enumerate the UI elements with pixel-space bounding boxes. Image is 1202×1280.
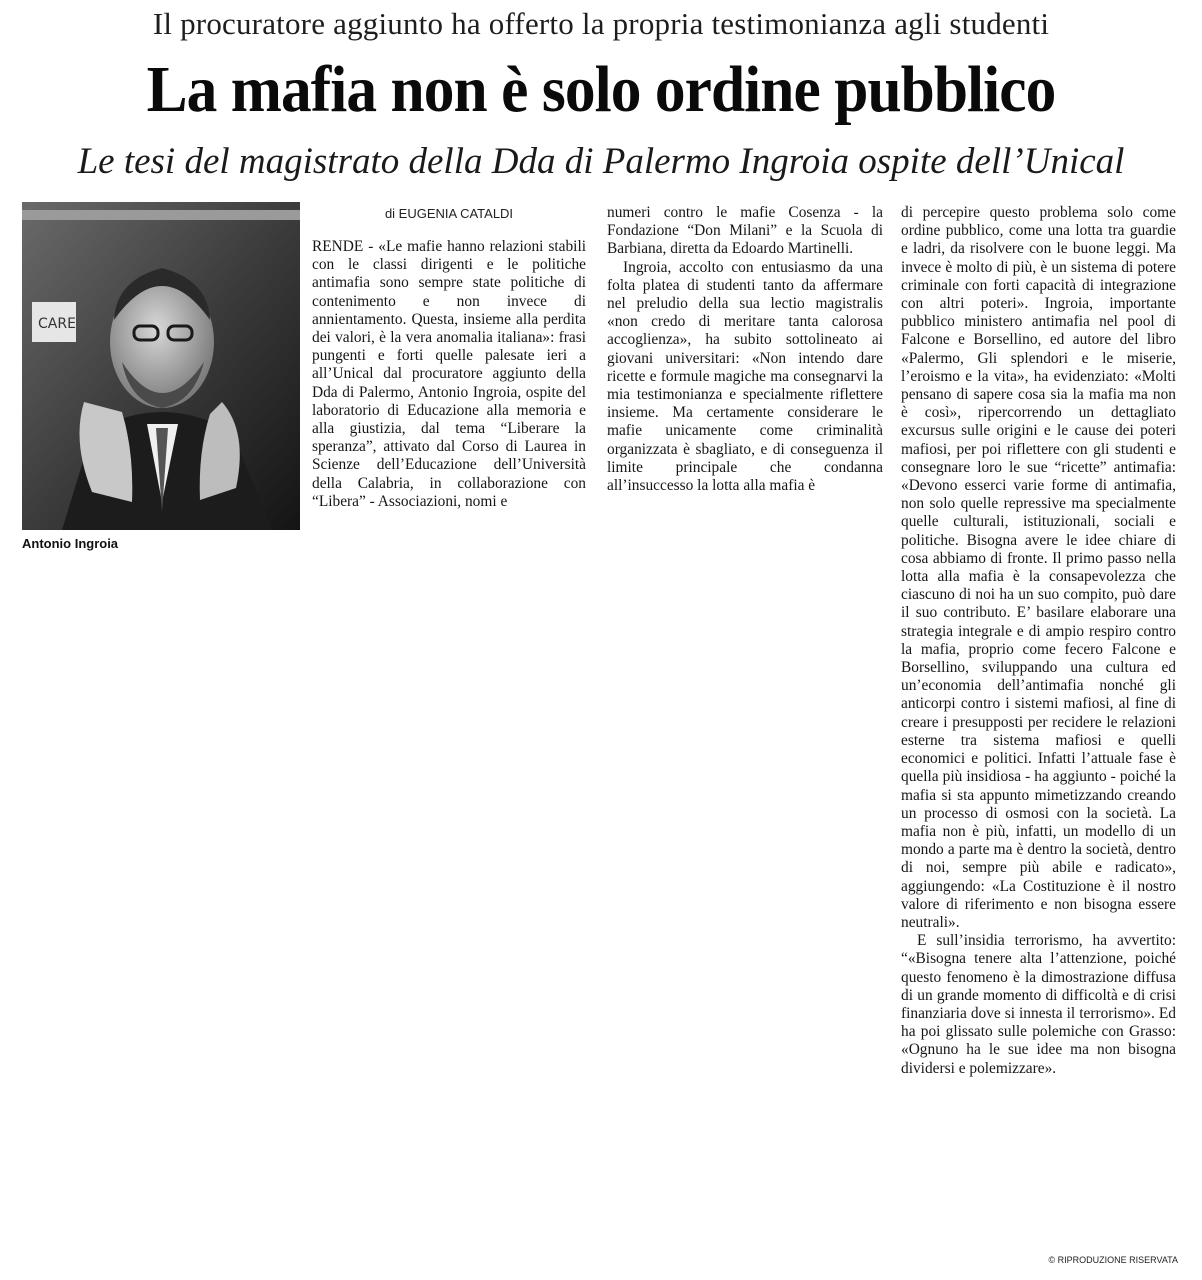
article-column-3	[901, 204, 1176, 1078]
article-paragraph: E sull’insidia terrorismo, ha avvertito: “«Bisogna tenere alta l’attenzione, poiché questo fenomeno è la dimostrazione diffusa di un grande momento di difficoltà e di crisi finanziaria dove si innesta il terrorismo». Ed ha poi glissato sulle polemiche con Grasso: «Ognuno ha le sue idee ma non bisogna dividersi e polemizzare».	[901, 932, 1176, 1077]
article-paragraph: di percepire questo problema solo come ordine pubblico, come una lotta tra guardie e ladri, da risolvere con le buone leggi. Ma invece è molto di più, è un sistema di potere criminale con forti capacità di integrazione con altri poteri». Ingroia, importante pubblico ministero antimafia nel pool di Falcone e Borsellino, ed autore del libro «Palermo, Gli splendori e le miserie, l’eroismo e la vita», ha evidenziato: «Molti pensano di sapere cosa sia la mafia ma non è così», ripercorrendo un dettagliato excursus sulle origini e le cause dei poteri mafiosi, per poi riflettere con gli studenti e consegnare loro le sue “ricette” antimafia: «Devono esserci varie forme di antimafia, non solo quelle repressive ma specialmente quelle culturali, istituzionali, sociali e politiche. Bisogna avere le idee chiare di cosa abbiamo di fronte. Il primo passo nella lotta alla mafia è la consapevolezza che ciascuno di noi ha un suo compito, può dare il suo contributo. E’ basilare elaborare una strategia integrale e di ampio respiro contro la mafia, proprio come fecero Falcone e Borsellino, sviluppando una cultura ed un’economia dell’antimafia nonché gli anticorpi contro i sistemi mafiosi, al fine di creare i presupposti per recidere le relazioni esterne tra sistema mafiosi e quelli economici e politici. Infatti l’attuale fase è quella più insidiosa - ha aggiunto - poiché la mafia si sta appunto mimetizzando creando un processo di osmosi con la società. La mafia non è più, infatti, un modello di un mondo a parte ma è dentro la società, dentro di noi, sempre più abile e radicato», aggiungendo: «La Costituzione è il nostro valore di riferimento e non bisogna essere neutrali».	[901, 204, 1176, 931]
article-column-2	[607, 204, 883, 495]
article-paragraph: numeri contro le mafie Cosenza - la Fondazione “Don Milani” e la Scuola di Barbiana, diretta da Edoardo Martinelli.	[607, 204, 883, 258]
article-paragraph: RENDE - «Le mafie hanno relazioni stabili con le classi dirigenti e le politiche antimafia sono sempre state politiche di contenimento e non invece di annientamento. Questa, insieme alla perdita dei valori, è la vera anomalia italiana»: frasi pungenti e forti quelle palesate ieri a all’Unical dal procuratore aggiunto della Dda di Palermo, Antonio Ingroia, ospite del laboratorio di Educazione alla memoria e alla giustizia, dal tema “Liberare la speranza”, attivato dal Corso di Laurea in Scienze dell’Educazione dell’Università della Calabria, in collaborazione con “Libera” - Associazioni, nomi e	[312, 238, 586, 510]
photo-caption: Antonio Ingroia	[22, 536, 119, 551]
byline: di EUGENIA CATALDI	[384, 206, 514, 221]
article-subheadline: Le tesi del magistrato della Dda di Palermo Ingroia ospite dell’Unical	[77, 141, 1125, 182]
article-paragraph: Ingroia, accolto con entusiasmo da una folta platea di studenti tanto da affermare nel preludio della sua lectio magistralis «non credo di meritare tanta calorosa accoglienza», ha subito sottolineato ai giovani universitari: «Non intendo dare ricette e formule magiche ma consegnarvi la mia testimonianza e specialmente riflettere insieme. Ma certamente considerare le mafie unicamente come criminalità organizzata è sbagliato, e di conseguenza il limite principale che condanna all’insuccesso la lotta alla mafia è	[607, 258, 883, 495]
article-kicker: Il procuratore aggiunto ha offerto la propria testimonianza agli studenti	[152, 6, 1050, 41]
portrait-photo	[22, 202, 300, 530]
svg-text:CARE: CARE	[38, 316, 76, 332]
article-column-1	[312, 238, 586, 511]
article-headline: La mafia non è solo ordine pubblico	[146, 53, 1056, 126]
copyright-notice: © RIPRODUZIONE RISERVATA	[1048, 1255, 1178, 1265]
